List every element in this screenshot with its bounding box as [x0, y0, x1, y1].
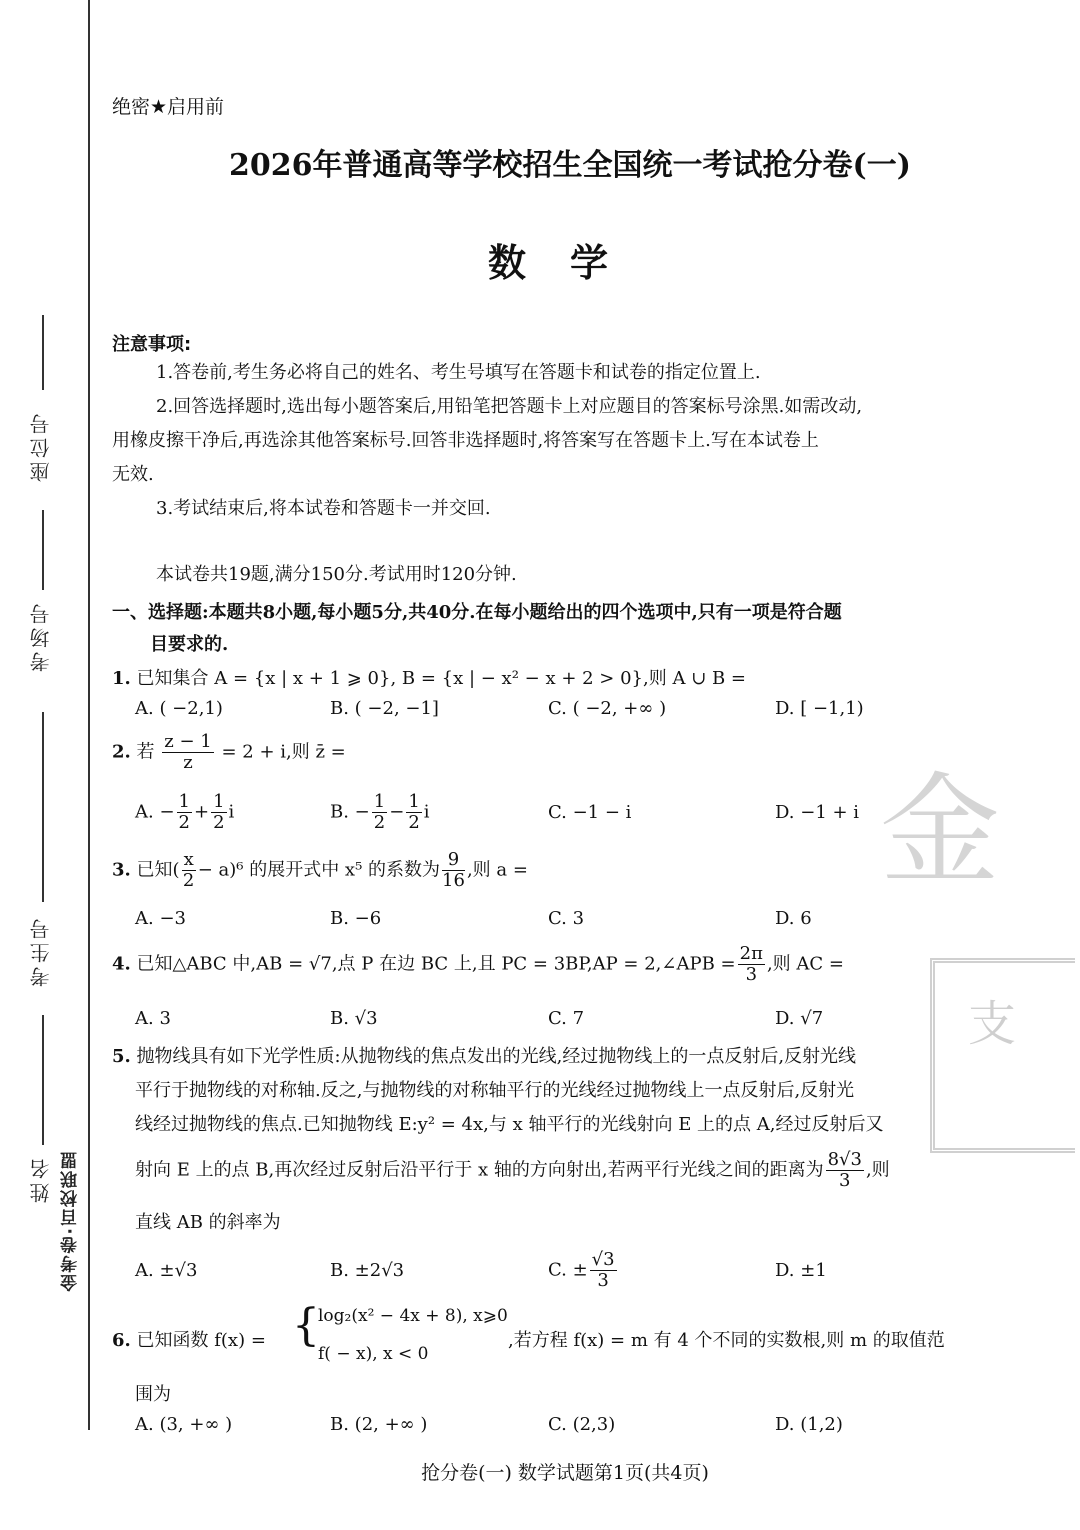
- exam-title: 2026年普通高等学校招生全国统一考试抢分卷(一): [229, 148, 911, 183]
- q2-number: 2.: [112, 741, 131, 763]
- section1-line1: 一、选择题:本题共8小题,每小题5分,共40分.在每小题给出的四个选项中,只有一项是符合题: [112, 602, 842, 623]
- room-line: [42, 510, 44, 590]
- question-1: [112, 664, 746, 690]
- q6-line2: 围为: [135, 1384, 171, 1405]
- name-line: [42, 1015, 44, 1145]
- notice-item-2a: 2.回答选择题时,选出每小题答案后,用铅笔把答题卡上对应题目的答案标号涂黑.如需改动,: [156, 396, 863, 417]
- notice-item-1: 1.答卷前,考生务必将自己的姓名、考生号填写在答题卡和试卷的指定位置上.: [156, 362, 761, 383]
- q1-number: 1.: [112, 668, 131, 689]
- q1-option-c: C. ( −2, +∞ ): [548, 698, 667, 719]
- q3-option-c: C. 3: [548, 908, 585, 929]
- notice-item-3: 3.考试结束后,将本试卷和答题卡一并交回.: [156, 498, 491, 519]
- q2-option-d: D. −1 + i: [775, 802, 860, 823]
- notice-heading: 注意事项:: [112, 334, 192, 355]
- question-5-line3: 线经过抛物线的焦点.已知抛物线 E:y² = 4x,与 x 轴平行的光线射向 E 上的点 A,经过反射后又: [135, 1114, 884, 1135]
- q5-option-c: C. ± $\frac{√3}{3}$: [548, 1249, 615, 1291]
- notice-item-2c: 无效.: [112, 464, 154, 485]
- question-2: [112, 732, 346, 773]
- q5-number: 5.: [112, 1046, 131, 1067]
- exam-summary: 本试卷共19题,满分150分.考试用时120分钟.: [156, 564, 517, 585]
- q4-option-c: C. 7: [548, 1008, 585, 1029]
- q2-pre: 若: [136, 741, 155, 763]
- subject-title: 数学: [487, 240, 652, 285]
- question-5-line5: 直线 AB 的斜率为: [135, 1212, 281, 1233]
- question-4: 4. 已知△ABC 中,AB = √7,点 P 在边 BC 上,且 PC = 3BP,AP = 2,∠APB = $\frac{2\pi}{3}$ ,则 AC =: [112, 943, 844, 985]
- question-5-line2: 平行于抛物线的对称轴.反之,与抛物线的对称轴平行的光线经过抛物线上一点反射后,反射光: [135, 1080, 855, 1101]
- q3-option-d: D. 6: [775, 908, 812, 929]
- question-3: 3. 已知( $\frac{x}{2}$ − a)⁶ 的展开式中 x⁵ 的系数为 $\frac{9}{16}$ ,则 a =: [112, 849, 528, 891]
- q4-number: 4.: [112, 953, 131, 975]
- q2-post: = 2 + i,则 z̄ =: [221, 741, 346, 763]
- q2-option-a: A. − $\frac{1}{2}$ + $\frac{1}{2}$ i: [135, 791, 235, 833]
- q4-option-d: D. √7: [775, 1008, 824, 1029]
- watermark-glyph: 金: [880, 762, 1000, 901]
- q2-fraction: $\frac{z - 1}{z}$: [164, 731, 212, 773]
- q4-option-a: A. 3: [135, 1008, 171, 1029]
- q1-option-d: D. [ −1,1): [775, 698, 864, 719]
- q3-option-b: B. −6: [330, 908, 382, 929]
- name-label: 姓名: [29, 1155, 53, 1203]
- q6-option-c: C. (2,3): [548, 1414, 616, 1435]
- room-label: 考场号: [29, 600, 53, 672]
- q6-case-2: f( − x), x < 0: [318, 1344, 429, 1364]
- q6-case-1: log₂(x² − 4x + 8), x⩾0: [318, 1306, 508, 1326]
- section1-line2: 目要求的.: [150, 634, 229, 655]
- watermark-stamp-glyph: 支: [968, 996, 1017, 1052]
- q5-option-b: B. ±2√3: [330, 1260, 405, 1281]
- examno-label: 考生号: [29, 915, 53, 987]
- examno-line: [42, 712, 44, 902]
- seat-label: 座位号: [29, 410, 53, 482]
- brand-label: 金考卷·百校联盟: [61, 1150, 81, 1292]
- q1-text: 已知集合 A = {x | x + 1 ⩾ 0}, B = {x | − x² − x + 2 > 0},则 A ∪ B =: [136, 668, 747, 689]
- binding-margin-rule: [88, 0, 90, 1430]
- question-5-line1: 5. 抛物线具有如下光学性质:从抛物线的焦点发出的光线,经过抛物线上的一点反射后,反射光线: [112, 1046, 857, 1067]
- q6-brace: {: [292, 1300, 320, 1351]
- q2-option-c: C. −1 − i: [548, 802, 632, 823]
- q2-option-b: B. − $\frac{1}{2}$ − $\frac{1}{2}$ i: [330, 791, 430, 833]
- question-6: 6. 已知函数 f(x) =: [112, 1330, 266, 1351]
- notice-item-2b: 用橡皮擦干净后,再选涂其他答案标号.回答非选择题时,将答案写在答题卡上.写在本试卷上: [112, 430, 819, 451]
- q6-option-a: A. (3, +∞ ): [135, 1414, 233, 1435]
- question-5-line4: 射向 E 上的点 B,再次经过反射后沿平行于 x 轴的方向射出,若两平行光线之间的距离为 $\frac{8√3}{3}$ ,则: [135, 1149, 890, 1191]
- seat-line: [42, 315, 44, 390]
- q3-option-a: A. −3: [135, 908, 186, 929]
- q4-option-b: B. √3: [330, 1008, 378, 1029]
- q6-post: ,若方程 f(x) = m 有 4 个不同的实数根,则 m 的取值范: [508, 1330, 945, 1351]
- q6-option-b: B. (2, +∞ ): [330, 1414, 428, 1435]
- q6-option-d: D. (1,2): [775, 1414, 843, 1435]
- q5-option-d: D. ±1: [775, 1260, 827, 1281]
- page-footer: 抢分卷(一) 数学试题第1页(共4页): [421, 1462, 709, 1484]
- q6-number: 6.: [112, 1330, 131, 1351]
- q1-option-b: B. ( −2, −1]: [330, 698, 439, 719]
- secret-mark: 绝密★启用前: [112, 96, 225, 118]
- q3-number: 3.: [112, 859, 131, 881]
- q5-option-a: A. ±√3: [135, 1260, 198, 1281]
- q1-option-a: A. ( −2,1): [135, 698, 223, 719]
